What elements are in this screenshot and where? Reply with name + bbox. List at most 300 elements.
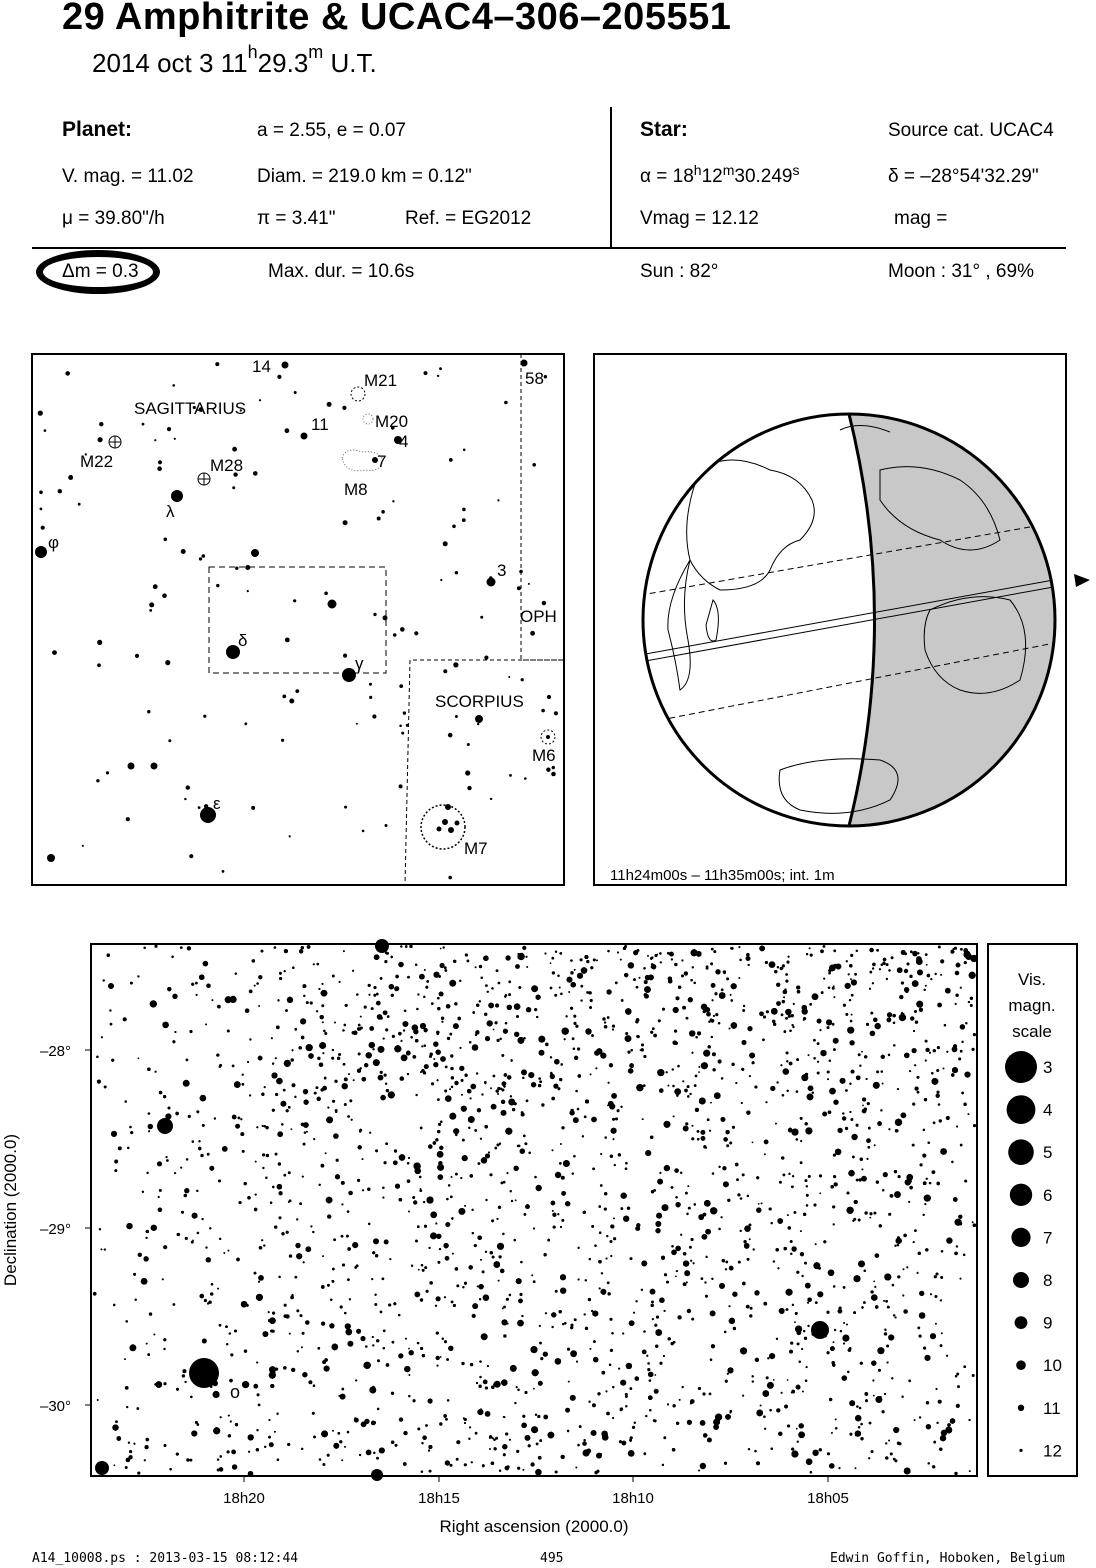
field-star [797,990,800,993]
field-star [369,1132,371,1134]
field-star [555,1471,558,1474]
field-star [539,1050,545,1056]
star-lambda [171,490,183,502]
field-star [656,1213,662,1219]
field-star [792,1024,794,1026]
field-star [130,1131,133,1134]
field-star [577,1047,580,1050]
field-star [536,1443,539,1446]
field-star [939,1119,942,1122]
field-star [897,1088,899,1090]
field-star [860,1423,862,1425]
field-star [641,1261,647,1267]
field-star [525,1204,530,1209]
field-star [828,1111,831,1114]
field-star [234,1330,237,1333]
field-star [917,1327,920,1330]
field-star [610,1155,613,1158]
field-star [702,1234,708,1240]
finder-star [551,772,556,777]
field-star [849,1040,854,1045]
field-star [526,1099,529,1102]
field-star [469,1041,472,1044]
finder-star [400,627,405,632]
field-star [437,1079,439,1081]
field-star [319,1458,322,1461]
field-star [305,1320,310,1325]
field-star [347,1210,350,1213]
field-star [973,1033,976,1036]
finder-star [401,732,404,735]
field-star [645,1150,651,1156]
field-star [500,1269,504,1273]
field-star [211,1283,214,1286]
field-star [687,1309,691,1313]
field-star [342,1083,348,1089]
field-star [467,960,470,963]
field-star [781,1156,784,1159]
label-epsilon: ε [213,794,221,813]
field-star [673,1116,675,1118]
field-star [774,970,777,973]
field-star [398,962,404,968]
field-star [369,1026,374,1031]
field-star [930,1333,936,1339]
field-star [342,1029,344,1031]
field-star [480,1259,482,1261]
ra-s-unit: s [792,162,800,178]
field-star [407,1073,409,1075]
finder-star [167,427,171,431]
field-star [392,1035,395,1038]
field-star [703,1213,707,1217]
field-star [852,1156,855,1159]
field-star [718,1022,720,1024]
field-star [494,1381,501,1388]
field-star [765,961,768,964]
field-star [870,1012,873,1015]
field-star [578,1247,580,1249]
field-star [648,1395,653,1400]
field-star [862,1098,866,1102]
field-star [555,1172,561,1178]
field-star [159,1189,162,1192]
field-star [791,1451,798,1458]
field-star [869,948,874,953]
field-star [481,977,483,979]
field-star [408,1348,410,1350]
field-star [373,986,376,989]
field-star [819,1192,821,1194]
field-star [935,1295,938,1298]
field-star [713,1424,719,1430]
field-star [593,959,596,962]
field-star [301,1346,303,1348]
field-star [173,1303,176,1306]
field-star [316,1010,318,1012]
field-star [633,1312,635,1314]
field-star [912,1103,915,1106]
field-star [842,1375,847,1380]
field-star [609,1318,612,1321]
field-star [591,1225,594,1228]
field-star [242,1083,245,1086]
field-star [461,1362,464,1365]
field-star [693,1262,695,1264]
field-star [449,1088,451,1090]
field-star [645,1415,647,1417]
field-star [477,1108,481,1112]
finder-star [174,438,176,440]
label-14: 14 [252,357,271,376]
field-star [718,1228,721,1231]
field-star [272,1312,275,1315]
field-star [746,1305,750,1309]
star-11 [301,433,308,440]
field-star [700,1130,705,1135]
field-star [258,1404,261,1407]
field-star [676,1090,678,1092]
field-star [842,1116,846,1120]
field-star [126,1223,132,1229]
finder-star [162,593,167,598]
field-star [726,1261,729,1264]
field-star [609,1364,611,1366]
field-star [198,1147,201,1150]
finder-star [452,525,456,529]
field-star [754,1086,757,1089]
field-star [437,1033,439,1035]
field-star [502,1444,507,1449]
field-star [886,1345,889,1348]
ra-hours: α = 18 [640,166,694,187]
field-star [769,1208,772,1211]
field-star [919,1335,922,1338]
field-star [495,1021,498,1024]
field-star [689,1030,695,1036]
field-star [619,1440,622,1443]
label-m21: M21 [364,371,398,390]
field-star [689,1246,692,1249]
field-star [946,1116,950,1120]
field-star [244,1182,247,1185]
field-star [248,1434,254,1440]
field-star [957,1385,960,1388]
field-star [219,1467,223,1471]
field-star [507,1075,512,1080]
field-star [789,1062,793,1066]
field-star [97,1399,99,1401]
field-star [738,1261,741,1264]
field-star [272,1186,274,1188]
field-star [893,1427,899,1433]
field-star [729,1028,731,1030]
field-star [285,1009,288,1012]
star-bright-d [151,763,158,770]
field-star [209,1166,214,1171]
field-star [742,1282,746,1286]
field-star [500,1038,502,1040]
field-star [597,1392,600,1395]
field-star [711,1019,715,1023]
field-star [403,1021,409,1027]
field-star [849,964,852,967]
field-star [940,1299,942,1301]
field-star [531,1346,538,1353]
field-star [518,986,521,989]
field-star [536,1016,538,1018]
field-star [514,1003,520,1009]
finder-star [294,391,297,394]
field-star [883,1300,885,1302]
field-star [324,1366,330,1372]
field-star [138,1057,140,1059]
field-star [279,1191,283,1195]
field-star [698,1066,700,1068]
field-star [411,1265,413,1267]
field-star [413,1200,417,1204]
field-star [912,980,919,987]
field-star [191,1430,197,1436]
finder-star [247,590,249,592]
field-star [654,1374,656,1376]
field-star [712,1052,716,1056]
field-star [362,1158,364,1160]
field-star [171,956,173,958]
field-star [965,1022,967,1024]
field-star [483,1294,490,1301]
field-star [702,1392,705,1395]
finder-star [199,557,202,560]
field-star [882,1410,885,1413]
field-star [719,1283,725,1289]
field-star [652,1318,654,1320]
field-star [917,952,919,954]
field-star [687,1420,692,1425]
field-star [912,1144,915,1147]
field-star [525,1435,531,1441]
field-star [415,1240,418,1243]
field-star [156,1381,163,1388]
field-star [803,1330,805,1332]
field-star [495,1003,499,1007]
field-star [93,1292,97,1296]
field-star [284,1060,291,1067]
field-star [275,1057,277,1059]
finder-star [58,489,62,493]
field-star [742,1009,745,1012]
field-star [227,1450,230,1453]
finder-star [293,599,296,602]
field-star [446,1004,450,1008]
field-star [263,1331,269,1337]
field-star [817,1072,820,1075]
field-star [749,1314,752,1317]
field-star [515,1199,517,1201]
field-star [203,961,208,966]
finder-star [440,579,442,581]
field-star [732,1292,737,1297]
field-star [572,1037,575,1040]
field-star [606,1412,610,1416]
field-star [724,1462,727,1465]
field-star [436,1234,441,1239]
field-star [245,1008,250,1013]
field-star [656,1316,659,1319]
field-star [517,1389,520,1392]
field-star [888,1213,891,1216]
field-star [264,1446,266,1448]
field-star [360,1016,362,1018]
field-star [327,1214,331,1218]
field-star [300,1018,306,1024]
field-star [454,1002,457,1005]
finder-star [172,384,175,387]
field-star [591,1430,597,1436]
ra-seconds: 30.249 [734,166,793,187]
field-star [800,1161,803,1164]
field-star [604,1021,606,1023]
field-star [339,981,341,983]
star-gamma [342,668,356,682]
field-star [686,1281,688,1283]
field-star [875,1253,879,1257]
field-star [843,1322,845,1324]
field-star [664,1165,670,1171]
finder-star [97,640,102,645]
field-star [196,1110,199,1113]
field-star [332,1430,334,1432]
field-star [829,1088,836,1095]
field-star [788,1173,790,1175]
field-star [477,1285,479,1287]
field-star [580,999,582,1001]
field-star [710,1102,712,1104]
field-star [578,1278,580,1280]
finder-star [392,500,394,502]
field-star [550,1056,552,1058]
field-star [892,1284,895,1287]
field-star [705,1229,711,1235]
field-star [554,1059,559,1064]
field-star [788,1128,793,1133]
field-star [114,1169,117,1172]
field-star [664,1310,666,1312]
field-star [915,1087,919,1091]
field-star [274,1431,276,1433]
field-star [622,1333,624,1335]
field-star [697,1130,700,1133]
field-star [295,1276,298,1279]
field-star [391,1441,394,1444]
field-star [842,1335,849,1342]
field-star [946,1237,952,1243]
field-star [847,1207,854,1214]
field-star [871,1450,874,1453]
field-star [551,1201,556,1206]
field-star [753,1248,755,1250]
star-58 [521,360,528,367]
field-star [909,975,912,978]
field-star [802,1005,807,1010]
field-star [712,1172,715,1175]
field-star [559,952,562,955]
field-star [584,955,588,959]
field-star [709,1393,712,1396]
field-star [750,1307,753,1310]
field-star [956,963,961,968]
field-star [544,1253,547,1256]
field-star [126,1320,128,1322]
field-star [596,1470,599,1473]
field-star [817,1291,823,1297]
field-star [359,1454,361,1456]
field-star [839,1467,841,1469]
field-star [930,978,932,980]
label-m22: M22 [80,452,114,471]
field-star [438,975,441,978]
field-star [703,1433,707,1437]
finder-star [277,375,281,379]
field-star [595,1067,597,1069]
field-star [464,1205,466,1207]
globe-time-caption: 11h24m00s – 11h35m00s; int. 1m [610,867,835,884]
field-star [347,1115,350,1118]
field-star [577,1108,580,1111]
field-star [783,990,787,994]
field-star [740,1230,742,1232]
star-mag: mag = [894,208,948,229]
field-star [885,1456,888,1459]
star-field-bright [328,600,337,609]
field-star [114,1464,116,1466]
sun-elongation: Sun : 82° [640,261,719,282]
field-star [791,1186,794,1189]
field-star [565,1408,570,1413]
field-star [436,1332,439,1335]
field-star [571,982,576,987]
field-star [464,1463,467,1466]
finder-star [544,375,547,378]
finder-star [165,660,170,665]
field-star [918,1252,921,1255]
field-star [508,993,511,996]
finder-chart [32,354,564,885]
field-star [537,1415,540,1418]
field-star [361,1336,366,1341]
finder-star [369,683,372,686]
field-star [787,1379,789,1381]
finder-star [96,779,99,782]
field-star [197,1232,200,1235]
field-star [796,1138,799,1141]
field-star [550,987,553,990]
field-star [269,1317,276,1324]
field-star [555,1358,561,1364]
field-star [721,988,724,991]
finder-star [343,520,348,525]
field-star [257,1393,260,1396]
field-star [444,1243,449,1248]
field-star [113,1304,115,1306]
field-star [935,1323,937,1325]
field-star [436,1365,438,1367]
field-star [917,970,923,976]
field-star [628,1068,633,1073]
field-star [675,1246,680,1251]
field-star [806,953,808,955]
field-star [855,1467,857,1469]
